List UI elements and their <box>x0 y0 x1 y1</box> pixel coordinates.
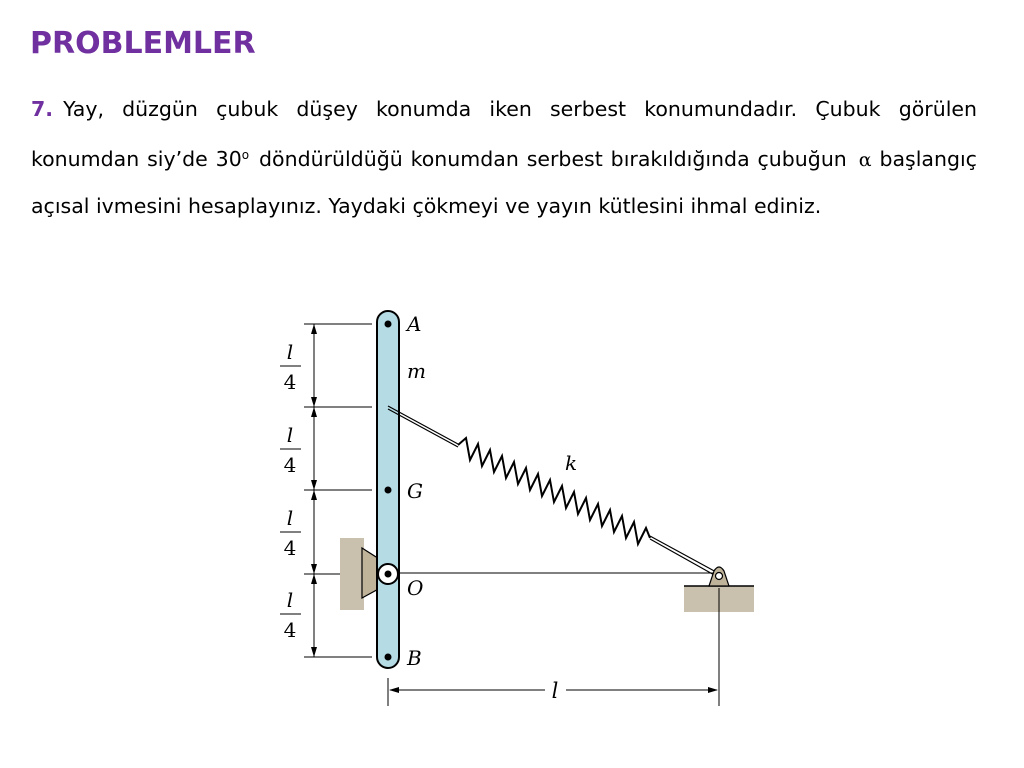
label-o: O <box>407 576 424 600</box>
slide-title: PROBLEMLER <box>30 26 256 61</box>
point-a-dot <box>385 321 392 328</box>
problem-text-part-1: Yay, düzgün çubuk düşey konumda iken serbest konumundadır. Çubuk görülen konumdan siy’de 30 <box>31 97 977 171</box>
ground-pin <box>716 573 723 580</box>
problem-number: 7. <box>31 97 54 121</box>
problem-text-part-2: döndürüldüğü konumdan serbest bırakıldığında çubuğun <box>259 147 847 171</box>
label-b: B <box>407 646 422 670</box>
svg-text:l: l <box>286 340 294 364</box>
fraction-3 <box>280 506 301 560</box>
svg-text:l: l <box>286 423 294 447</box>
extension-lines <box>304 324 716 657</box>
spring-rod-lower <box>650 536 718 576</box>
svg-text:l: l <box>286 506 294 530</box>
wall-block <box>340 538 364 610</box>
fraction-4 <box>280 588 301 642</box>
fraction-1 <box>280 340 301 394</box>
pivot-o-center <box>385 571 392 578</box>
svg-text:4: 4 <box>283 453 297 477</box>
segment-fractions <box>280 340 301 642</box>
alpha-symbol: α <box>858 149 872 171</box>
dimension-l-label: l <box>551 679 559 703</box>
point-g-dot <box>385 487 392 494</box>
svg-text:l: l <box>286 588 294 612</box>
degree-symbol: o <box>241 148 250 162</box>
horizontal-dimension <box>388 588 719 706</box>
svg-text:4: 4 <box>283 536 297 560</box>
problem-text-part-3: başlangıç açısal ivmesini hesaplayınız. Yaydaki çökmeyi ve yayın kütlesini ihmal ediniz. <box>31 147 977 218</box>
label-a: A <box>407 312 422 336</box>
fraction-2 <box>280 423 301 477</box>
label-k: k <box>565 451 578 475</box>
svg-text:4: 4 <box>283 618 297 642</box>
point-b-dot <box>385 654 392 661</box>
spring-coil <box>458 438 650 544</box>
label-m: m <box>407 359 426 383</box>
svg-text:4: 4 <box>283 370 297 394</box>
label-g: G <box>407 479 423 503</box>
